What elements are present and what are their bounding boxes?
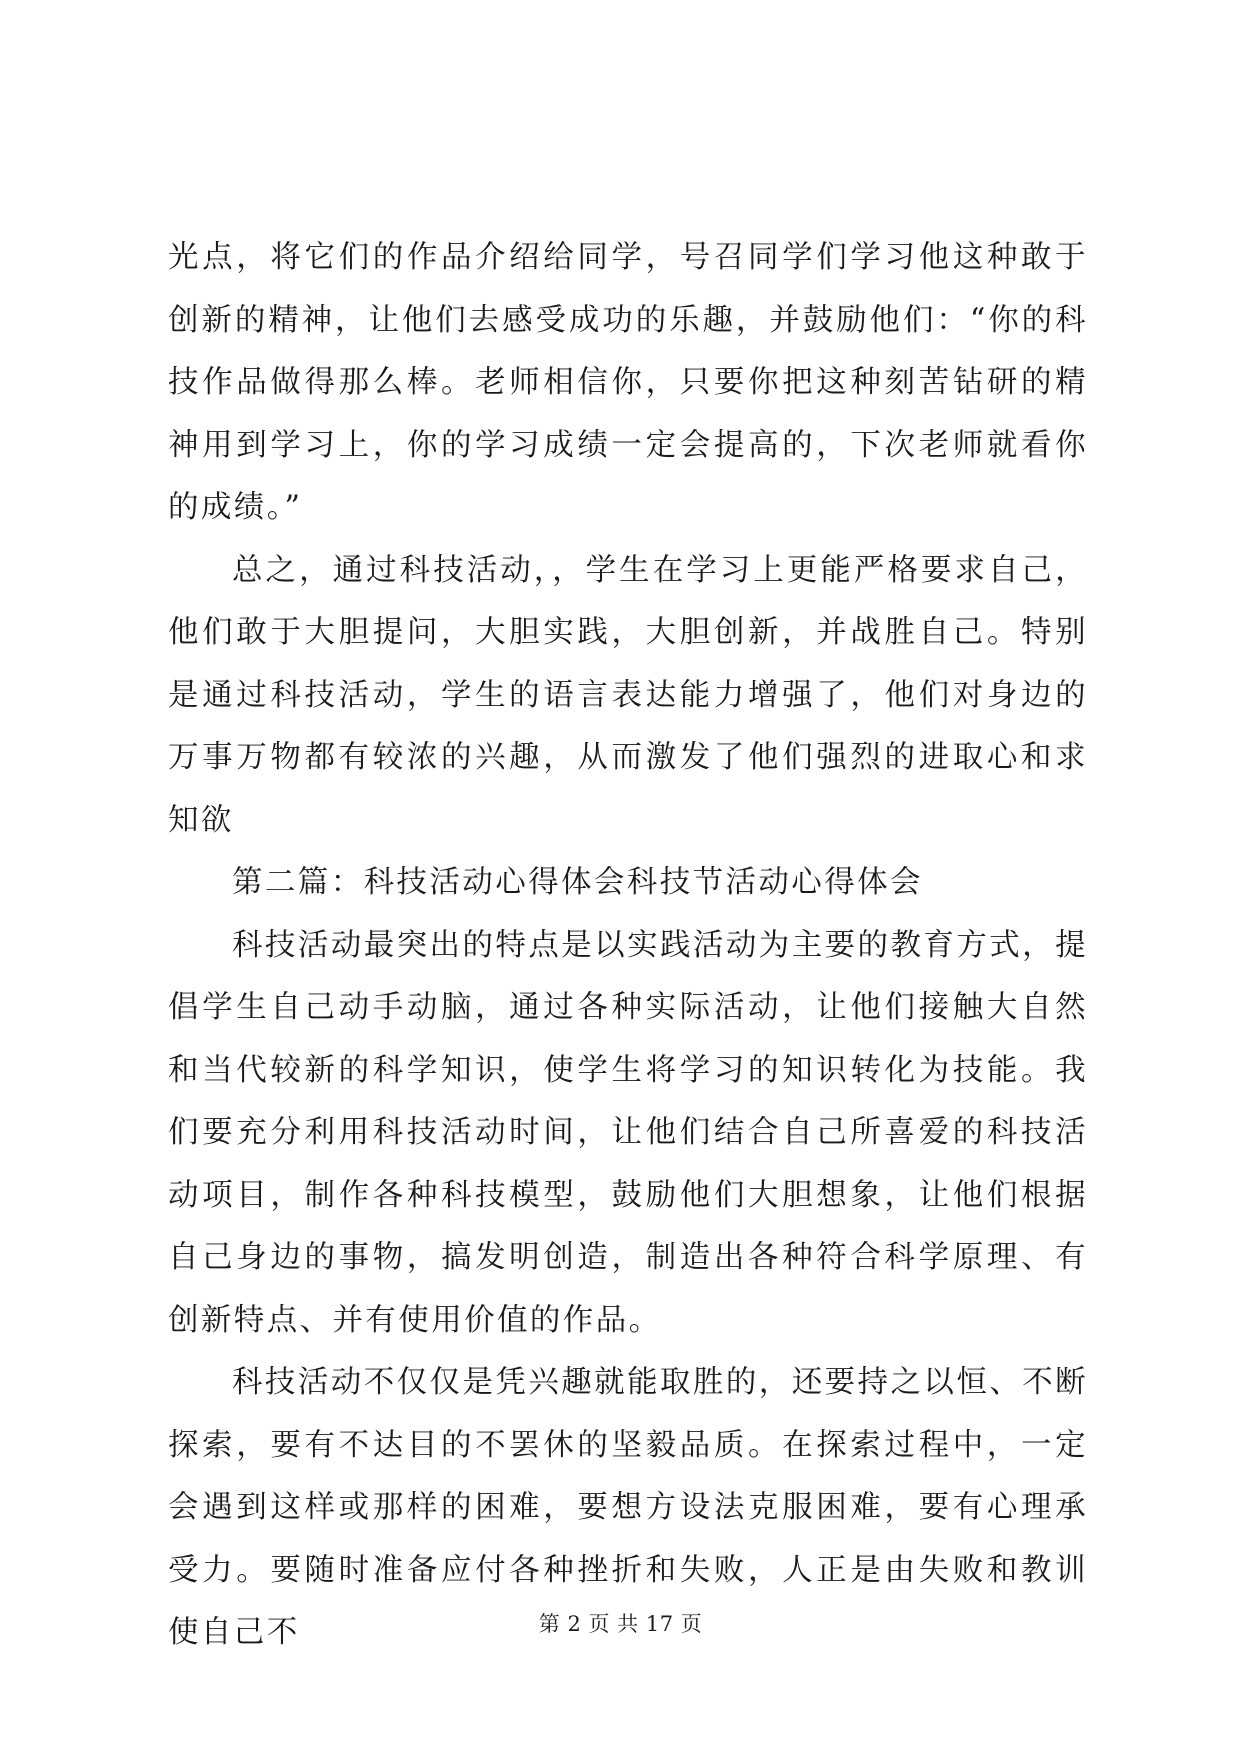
paragraph-summary: 总之，通过科技活动，，学生在学习上更能严格要求自己，他们敢于大胆提问，大胆实践，大胆创新，并战胜自己。特别是通过科技活动，学生的语言表达能力增强了，他们对身边的万事万物都有较浓的兴趣，从而激发了他们强烈的进取心和求知欲 [168,552,1088,838]
paragraph-features: 科技活动最突出的特点是以实践活动为主要的教育方式，提倡学生自己动手动脑，通过各种实际活动，让他们接触大自然和当代较新的科学知识，使学生将学习的知识转化为技能。我们要充分利用科技活动时间，让他们结合自己所喜爱的科技活动项目，制作各种科技模型，鼓励他们大胆想象，让他们根据自己身边的事物，搞发明创造，制造出各种符合科学原理、有创新特点、并有使用价值的作品。 [168,927,1088,1338]
paragraph-continuation: 光点，将它们的作品介绍给同学，号召同学们学习他这种敢于创新的精神，让他们去感受成功的乐趣，并鼓励他们：“你的科技作品做得那么棒。老师相信你，只要你把这种刻苦钻研的精神用到学习上，你的学习成绩一定会提高的，下次老师就看你的成绩。” [168,240,1088,525]
paragraph-perseverance: 科技活动不仅仅是凭兴趣就能取胜的，还要持之以恒、不断探索，要有不达目的不罢休的坚毅品质。在探索过程中，一定会遇到这样或那样的困难，要想方设法克服困难，要有心理承受力。要随时准备应付各种挫折和失败，人正是由失败和教训使自己不 [168,1365,1088,1650]
document-body [168,227,1088,1665]
page-number-footer: 第 2 页 共 17 页 [538,1612,703,1636]
section-heading: 第二篇：科技活动心得体会科技节活动心得体会 [232,865,923,900]
